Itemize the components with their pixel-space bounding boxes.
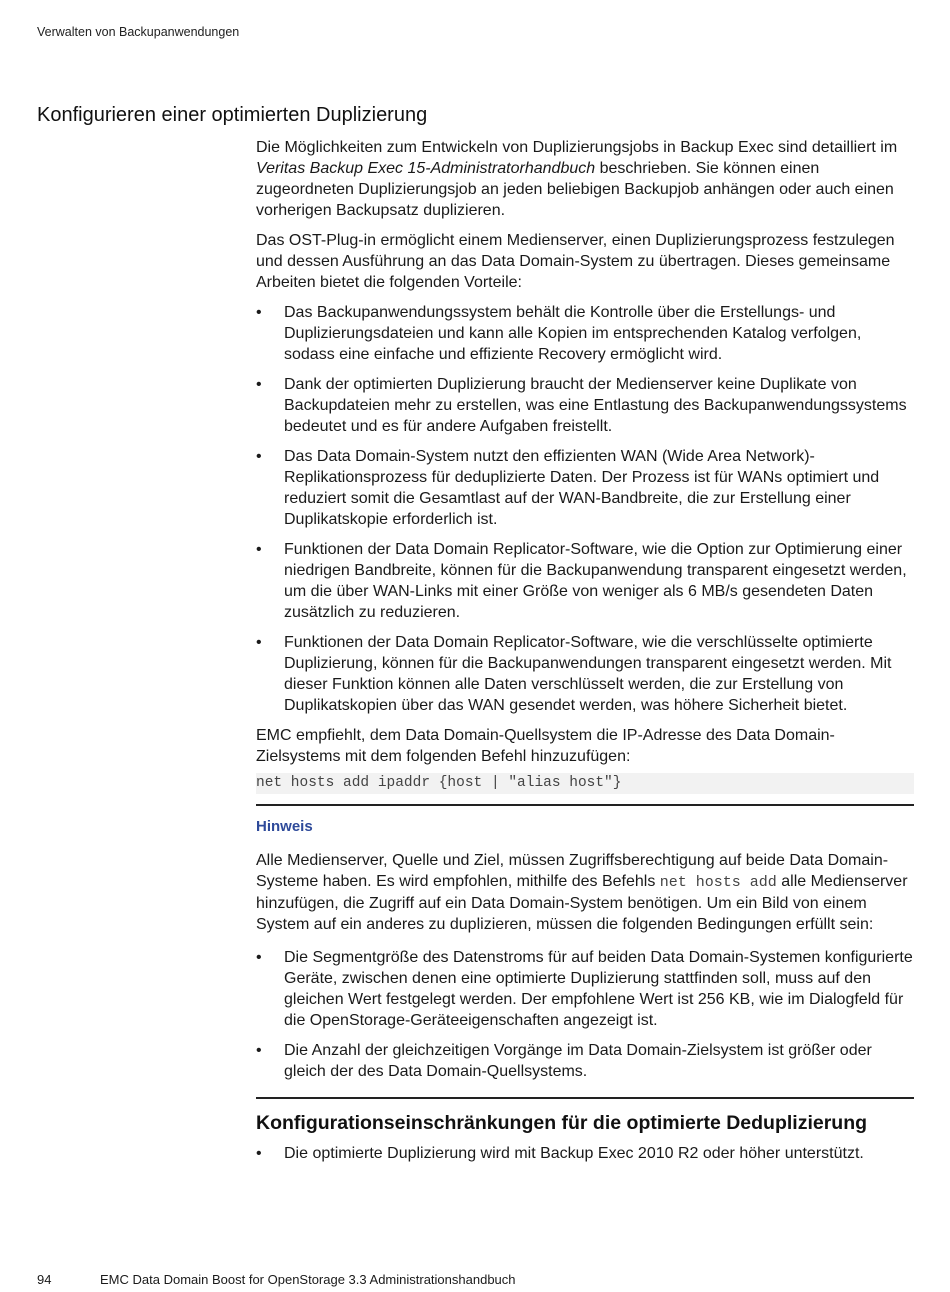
intro-text-part1: Die Möglichkeiten zum Entwickeln von Duplizierungsjobs in Backup Exec sind detailliert im (256, 139, 898, 156)
condition-item (256, 947, 914, 1031)
benefit-text: Funktionen der Data Domain Replicator-Software, wie die verschlüsselte optimierte Duplizierung, können für die Backupanwendungen transparent eingesetzt werden. Mit dieser Funktion können alle Daten verschlüsselt werden, die zur Erstellung von Duplikatskopien über das WAN gesendet werden, was höhere Sicherheit bietet. (284, 634, 892, 714)
intro-paragraph (256, 137, 914, 221)
benefit-item (256, 374, 914, 437)
restrictions-list (256, 1143, 914, 1164)
restriction-item (256, 1143, 914, 1164)
conditions-list (256, 947, 914, 1082)
benefit-item (256, 539, 914, 623)
benefit-text: Das Data Domain-System nutzt den effizienten WAN (Wide Area Network)-Replikationsprozess für deduplizierte Daten. Der Prozess ist für WANs optimiert und reduziert somit die Gesamtlast auf der WAN-Bandbreite, die zur Erstellung einer Duplikatskopie erforderlich ist. (284, 448, 880, 528)
bullet-marker: • (256, 376, 262, 393)
benefit-text: Dank der optimierten Duplizierung braucht der Medienserver keine Duplikate von Backupdateien mehr zu erstellen, was eine Entlastung des Backupanwendungssystems bedeutet und es für andere Aufgaben freistellt. (284, 376, 907, 435)
note-box (256, 804, 914, 1099)
bullet-marker: • (256, 634, 262, 651)
running-header: Verwalten von Backupanwendungen (37, 25, 240, 39)
note-text-part1: Alle Medienserver, Quelle und Ziel, müssen Zugriffsberechtigung auf beide Data Domain-Systeme haben. Es wird empfohlen, mithilfe des Befehls (256, 852, 889, 890)
note-title: Hinweis (256, 818, 313, 835)
benefit-text: Funktionen der Data Domain Replicator-Software, wie die Option zur Optimierung einer niedrigen Bandbreite, können für die Backupanwendung transparent eingesetzt werden, um die über WAN-Links mit einer Größe von weniger als 6 MB/s gesendeten Daten zusätzlich zu reduzieren. (284, 541, 907, 621)
benefit-text: Das Backupanwendungssystem behält die Kontrolle über die Erstellungs- und Duplizierungsdateien und kann alle Kopien im entsprechenden Katalog verfolgen, sodass eine einfache und effiziente Recovery ermöglicht wird. (284, 304, 862, 363)
plugin-paragraph: Das OST-Plug-in ermöglicht einem Medienserver, einen Duplizierungsprozess festzulegen und dessen Ausführung an das Data Domain-System zu übertragen. Dieses gemeinsame Arbeiten bietet die folgenden Vorteile: (256, 232, 895, 291)
bullet-marker: • (256, 949, 262, 966)
bullet-marker: • (256, 1145, 262, 1162)
footer-doc-title: EMC Data Domain Boost for OpenStorage 3.3 Administrationshandbuch (100, 1272, 516, 1287)
section-title: Konfigurieren einer optimierten Duplizierung (37, 104, 428, 126)
subsection-title: Konfigurationseinschränkungen für die optimierte Deduplizierung (256, 1112, 868, 1134)
bullet-marker: • (256, 1042, 262, 1059)
command-code-block: net hosts add ipaddr {host | "alias host"} (256, 773, 914, 794)
body-column (256, 137, 914, 1173)
bullet-marker: • (256, 541, 262, 558)
note-text-part2: alle Medienserver hinzufügen, die Zugriff auf ein Data Domain-System benötigen. Um ein Bild von einem System auf ein anderes zu duplizieren, müssen die folgenden Bedingungen erfüllt sein: (256, 873, 908, 933)
footer-page-number: 94 (37, 1272, 52, 1287)
note-paragraph (256, 850, 914, 935)
condition-text: Die Segmentgröße des Datenstroms für auf beiden Data Domain-Systemen konfigurierte Geräte, zwischen denen eine optimierte Duplizierung stattfinden soll, muss auf den gleichen Wert festgelegt werden. Der empfohlene Wert ist 256 KB, wie im Dialogfeld für die OpenStorage-Geräteeigenschaften angezeigt ist. (284, 949, 913, 1029)
recommendation-paragraph: EMC empfiehlt, dem Data Domain-Quellsystem die IP-Adresse des Data Domain-Zielsystems mit dem folgenden Befehl hinzuzufügen: (256, 727, 835, 765)
bullet-marker: • (256, 304, 262, 321)
note-inline-command: net hosts add (659, 874, 777, 891)
benefit-item (256, 632, 914, 716)
condition-item (256, 1040, 914, 1082)
benefit-item (256, 446, 914, 530)
restriction-text: Die optimierte Duplizierung wird mit Backup Exec 2010 R2 oder höher unterstützt. (284, 1145, 864, 1162)
benefit-item (256, 302, 914, 365)
intro-text-part2: beschrieben. Sie können einen zugeordneten Duplizierungsjob an jeden beliebigen Backupjob anhängen oder auch einen vorherigen Backupsatz duplizieren. (256, 160, 894, 219)
bullet-marker: • (256, 448, 262, 465)
book-title: Veritas Backup Exec 15-Administratorhandbuch (256, 160, 596, 177)
benefits-list (256, 302, 914, 716)
condition-text: Die Anzahl der gleichzeitigen Vorgänge im Data Domain-Zielsystem ist größer oder gleich der des Data Domain-Quellsystems. (284, 1042, 872, 1080)
